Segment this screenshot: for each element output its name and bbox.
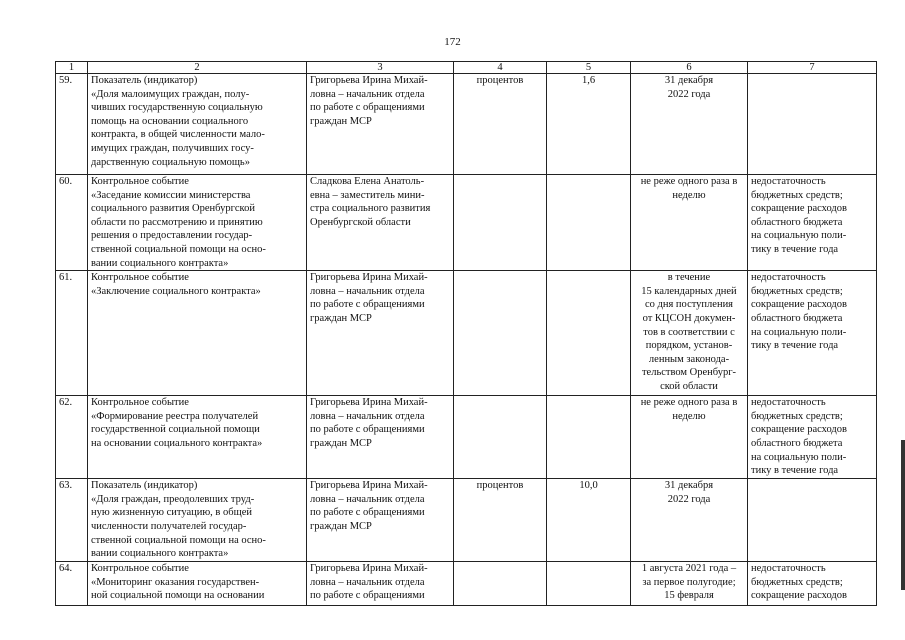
cell-text-line: по работе с обращениями	[310, 424, 425, 436]
cell-text-line: процентов	[476, 75, 524, 86]
cell-text-line: «Мониторинг оказания государствен-	[91, 576, 260, 588]
cell-text-line: Контрольное событие	[91, 176, 189, 187]
cell-text-line: ловна – начальник отдела	[310, 285, 425, 297]
cell-text-line: граждан МСР	[310, 312, 372, 324]
cell-text-line: по работе с обращениями	[310, 102, 425, 114]
cell-text-line: «Доля граждан, преодолевших труд-	[91, 493, 255, 505]
cell-text-line: ловна – начальник отдела	[310, 410, 425, 422]
risks-cell	[748, 396, 877, 479]
cell-text-line: сокращение расходов	[751, 203, 847, 215]
deadline-cell	[631, 271, 748, 396]
responsible-cell	[307, 175, 454, 271]
unit-cell	[454, 271, 547, 396]
cell-text-line: 59.	[59, 75, 73, 86]
cell-text-line: ную жизненную ситуацию, в общей	[91, 507, 252, 519]
cell-text-line: 60.	[59, 176, 73, 187]
cell-text-line: имущих граждан, получивших госу-	[91, 142, 254, 154]
cell-text-line: областного бюджета	[751, 312, 843, 324]
value-cell	[547, 271, 631, 396]
cell-text-line: тов в соответствии с	[643, 326, 735, 338]
cell-text-line: в течение	[667, 272, 711, 284]
responsible-cell	[307, 396, 454, 479]
cell-text-line: 31 декабря	[664, 480, 714, 492]
cell-text-line: ной социальной помощи на основании	[91, 590, 265, 602]
cell-text-line: на социальную поли-	[751, 230, 847, 242]
row-number-cell	[56, 396, 88, 479]
table-row	[56, 562, 877, 606]
risks-cell	[748, 479, 877, 562]
cell-text-line: ственной социальной помощи на осно-	[91, 534, 266, 546]
cell-text-line: 63.	[59, 480, 73, 492]
cell-text-line: по работе с обращениями	[310, 507, 425, 519]
cell-text-line: «Доля малоимущих граждан, полу-	[91, 88, 250, 100]
cell-text-line: за первое полугодие;	[642, 576, 736, 588]
cell-text-line: от КЦСОН докумен-	[642, 312, 736, 324]
cell-text-line: ловна – начальник отдела	[310, 576, 425, 588]
cell-text-line: ленным законода-	[648, 353, 730, 365]
cell-text-line: порядком, установ-	[645, 340, 733, 352]
unit-cell	[454, 479, 547, 562]
risks-cell	[748, 175, 877, 271]
cell-text-line: 1 августа 2021 года –	[641, 563, 737, 575]
value-cell	[547, 562, 631, 606]
cell-text-line: социального развития Оренбургской	[91, 203, 255, 215]
unit-cell	[454, 396, 547, 479]
cell-text-line: граждан МСР	[310, 437, 372, 449]
table-row	[56, 479, 877, 562]
cell-text-line: численности получателей государ-	[91, 520, 247, 532]
responsible-cell	[307, 562, 454, 606]
table-row	[56, 271, 877, 396]
header-cell: 5	[547, 62, 631, 74]
cell-text-line: 10,0	[579, 480, 598, 492]
cell-text-line: «Заседание комиссии министерства	[91, 189, 251, 201]
cell-text-line: бюджетных средств;	[751, 285, 843, 297]
cell-text-line: граждан МСР	[310, 115, 372, 127]
deadline-cell	[631, 74, 748, 175]
cell-text-line: 2022 года	[667, 88, 711, 100]
event-name-cell	[88, 562, 307, 606]
cell-text-line: Показатель (индикатор)	[91, 480, 198, 492]
event-name-cell	[88, 74, 307, 175]
value-cell	[547, 479, 631, 562]
cell-text-line: дарственную социальную помощь»	[91, 156, 250, 168]
cell-text-line: бюджетных средств;	[751, 576, 843, 588]
cell-text-line: «Заключение социального контракта»	[91, 285, 261, 297]
cell-text-line: бюджетных средств;	[751, 410, 843, 422]
value-cell	[547, 396, 631, 479]
cell-text-line: тику в течение года	[751, 340, 839, 352]
event-name-cell	[88, 396, 307, 479]
row-number-cell	[56, 562, 88, 606]
cell-text-line: тику в течение года	[751, 243, 839, 255]
cell-text-line: Контрольное событие	[91, 272, 189, 284]
cell-text-line: Григорьева Ирина Михай-	[310, 563, 428, 575]
event-name-cell	[88, 271, 307, 396]
cell-text-line: ской области	[660, 380, 718, 392]
cell-text-line: помощь на основании социального	[91, 115, 249, 127]
deadline-cell	[631, 175, 748, 271]
cell-text-line: не реже одного раза в	[640, 397, 738, 409]
unit-cell	[454, 74, 547, 175]
table-row	[56, 74, 877, 175]
header-cell: 6	[631, 62, 748, 74]
cell-text-line: неделю	[672, 189, 706, 201]
risks-cell	[748, 562, 877, 606]
cell-text-line: 64.	[59, 563, 73, 575]
table-row	[56, 396, 877, 479]
header-cell: 4	[454, 62, 547, 74]
deadline-cell	[631, 396, 748, 479]
cell-text-line: не реже одного раза в	[640, 176, 738, 187]
cell-text-line: евна – заместитель мини-	[310, 189, 425, 201]
header-cell: 2	[88, 62, 307, 74]
header-cell: 1	[56, 62, 88, 74]
cell-text-line: 1,6	[581, 75, 596, 86]
page-number: 172	[444, 36, 461, 48]
cell-text-line: контракта, в общей численности мало-	[91, 129, 265, 141]
cell-text-line: ственной социальной помощи на осно-	[91, 243, 266, 255]
cell-text-line: Показатель (индикатор)	[91, 75, 198, 86]
cell-text-line: сокращение расходов	[751, 424, 847, 436]
cell-text-line: недостаточность	[751, 397, 826, 409]
row-number-cell	[56, 74, 88, 175]
cell-text-line: сокращение расходов	[751, 299, 847, 311]
cell-text-line: 15 календарных дней	[641, 285, 737, 297]
cell-text-line: «Формирование реестра получателей	[91, 410, 259, 422]
cell-text-line: областного бюджета	[751, 437, 843, 449]
deadline-cell	[631, 479, 748, 562]
responsible-cell	[307, 74, 454, 175]
cell-text-line: 61.	[59, 272, 73, 284]
cell-text-line: 2022 года	[667, 493, 711, 505]
cell-text-line: на социальную поли-	[751, 451, 847, 463]
cell-text-line: недостаточность	[751, 563, 826, 575]
cell-text-line: на основании социального контракта»	[91, 437, 263, 449]
cell-text-line: неделю	[672, 410, 706, 422]
cell-text-line: Григорьева Ирина Михай-	[310, 75, 428, 86]
cell-text-line: Контрольное событие	[91, 563, 189, 575]
cell-text-line: тельством Оренбург-	[641, 367, 737, 379]
responsible-cell	[307, 479, 454, 562]
cell-text-line: 31 декабря	[664, 75, 714, 86]
value-cell	[547, 74, 631, 175]
cell-text-line: ловна – начальник отдела	[310, 493, 425, 505]
cell-text-line: решения о предоставлении государ-	[91, 230, 253, 242]
cell-text-line: граждан МСР	[310, 520, 372, 532]
cell-text-line: по работе с обращениями	[310, 299, 425, 311]
cell-text-line: вании социального контракта»	[91, 548, 229, 560]
cell-text-line: чивших государственную социальную	[91, 102, 263, 114]
table-row	[56, 175, 877, 271]
header-cell: 7	[748, 62, 877, 74]
row-number-cell	[56, 271, 88, 396]
row-number-cell	[56, 175, 88, 271]
responsible-cell	[307, 271, 454, 396]
cell-text-line: Григорьева Ирина Михай-	[310, 480, 428, 492]
cell-text-line: по работе с обращениями	[310, 590, 425, 602]
cell-text-line: стра социального развития	[310, 203, 431, 215]
cell-text-line: на социальную поли-	[751, 326, 847, 338]
cell-text-line: области по рассмотрению и принятию	[91, 216, 263, 228]
unit-cell	[454, 562, 547, 606]
event-name-cell	[88, 479, 307, 562]
cell-text-line: 62.	[59, 397, 73, 409]
cell-text-line: ловна – начальник отдела	[310, 88, 425, 100]
cell-text-line: бюджетных средств;	[751, 189, 843, 201]
cell-text-line: тику в течение года	[751, 465, 839, 477]
cell-text-line: Григорьева Ирина Михай-	[310, 397, 428, 409]
risks-cell	[748, 74, 877, 175]
row-number-cell	[56, 479, 88, 562]
cell-text-line: Оренбургской области	[310, 216, 411, 228]
risks-cell	[748, 271, 877, 396]
event-name-cell	[88, 175, 307, 271]
cell-text-line: областного бюджета	[751, 216, 843, 228]
cell-text-line: государственной социальной помощи	[91, 424, 260, 436]
header-row	[56, 62, 877, 74]
cell-text-line: Контрольное событие	[91, 397, 189, 409]
cell-text-line: Григорьева Ирина Михай-	[310, 272, 428, 284]
cell-text-line: вании социального контракта»	[91, 257, 229, 269]
plan-table	[55, 61, 877, 606]
cell-text-line: процентов	[476, 480, 524, 492]
cell-text-line: недостаточность	[751, 176, 826, 187]
cell-text-line: недостаточность	[751, 272, 826, 284]
unit-cell	[454, 175, 547, 271]
header-cell: 3	[307, 62, 454, 74]
cell-text-line: 15 февраля	[664, 590, 714, 602]
cell-text-line: сокращение расходов	[751, 590, 847, 602]
value-cell	[547, 175, 631, 271]
cell-text-line: со дня поступления	[644, 299, 734, 311]
deadline-cell	[631, 562, 748, 606]
cell-text-line: Сладкова Елена Анатоль-	[310, 176, 425, 187]
scan-edge-mark	[901, 440, 905, 590]
